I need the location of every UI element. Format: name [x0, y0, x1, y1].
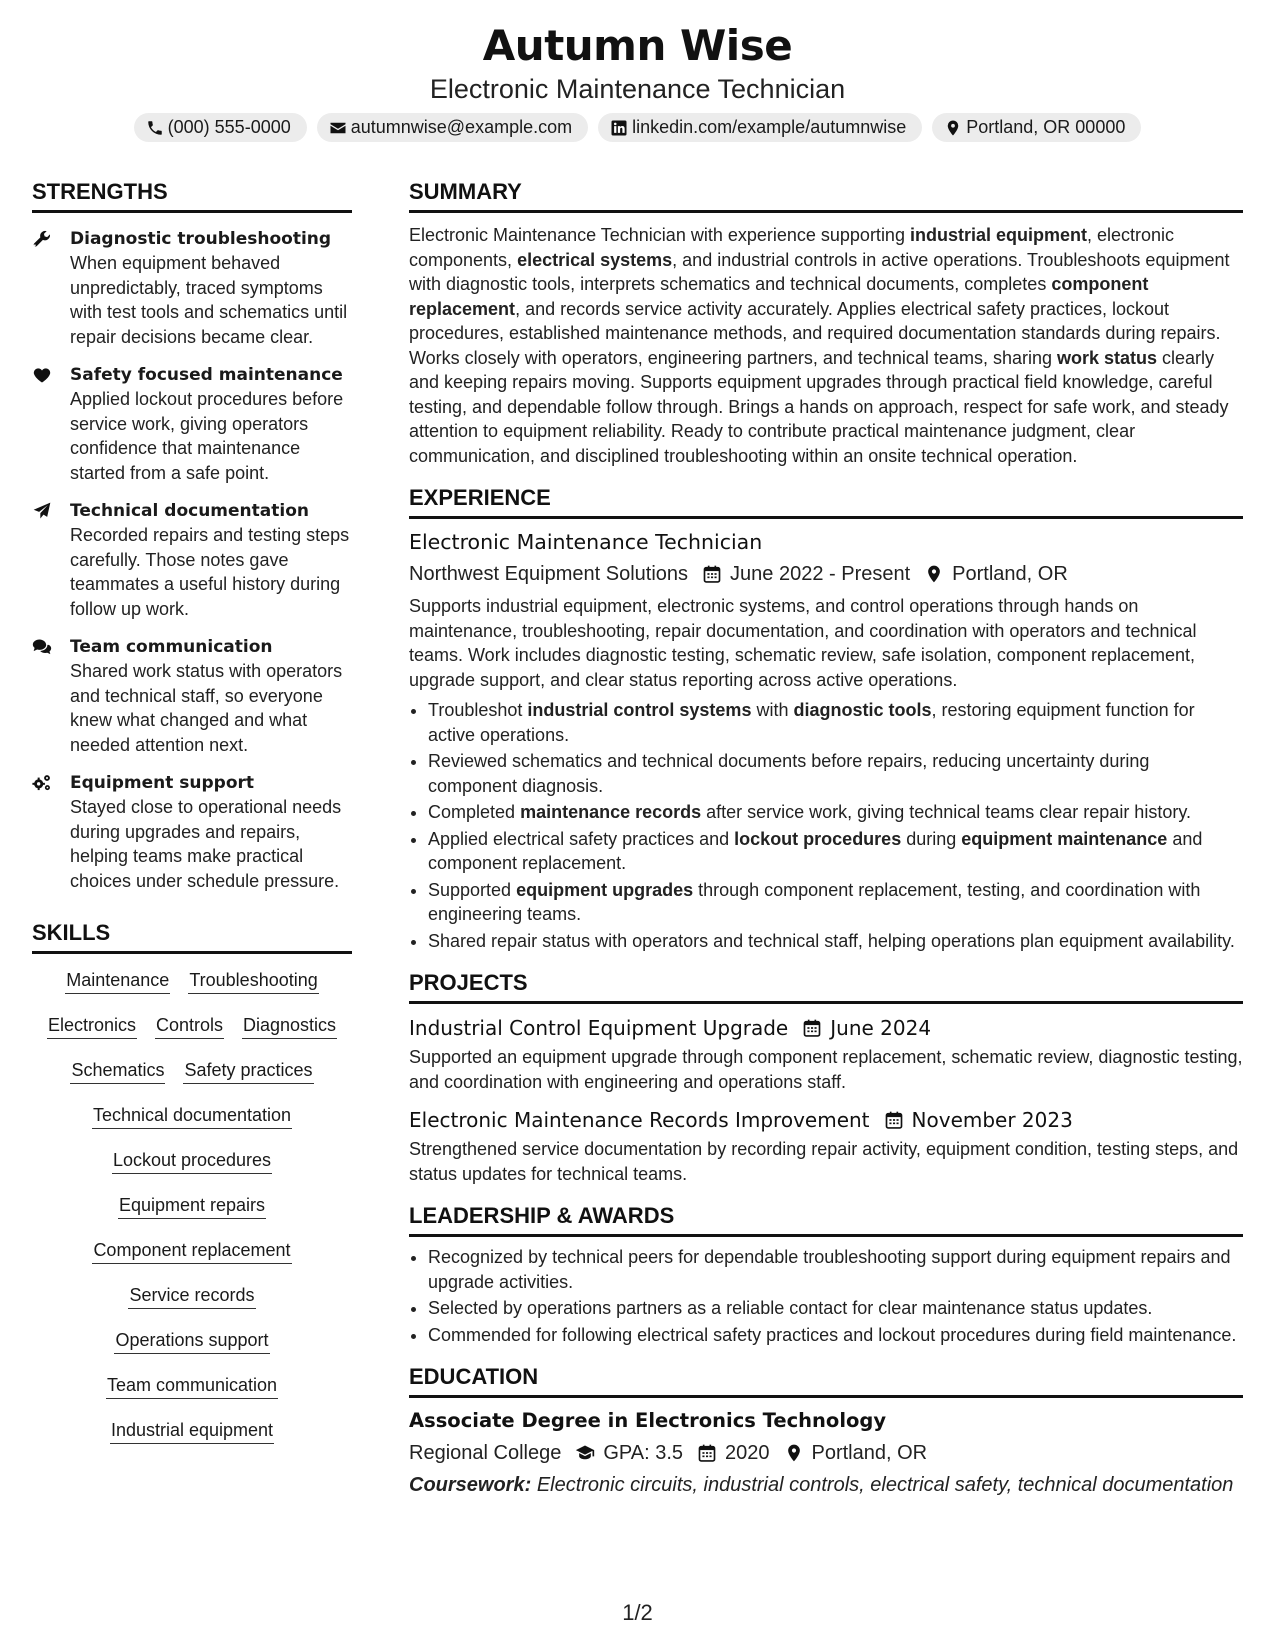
coursework-label: Coursework:: [409, 1474, 532, 1496]
map-pin-icon: [944, 119, 962, 137]
projects-heading: PROJECTS: [409, 969, 1243, 1004]
strength-description: When equipment behaved unpredictably, traced symptoms with test tools and schematics until repair decisions became clear.: [70, 253, 348, 347]
right-column: [409, 178, 1243, 1498]
calendar-icon: [697, 1443, 717, 1463]
gears-icon: [32, 773, 52, 793]
skill-tag: Team communication: [106, 1373, 278, 1399]
experience-bullet: • Applied electrical safety practices and lockout procedures during equipment maintenance and component replacement.: [428, 827, 1243, 876]
calendar-icon: [702, 564, 722, 584]
skills-heading: SKILLS: [32, 919, 352, 954]
leadership-bullets: [409, 1245, 1243, 1347]
bold-keyword: lockout procedures: [734, 828, 902, 849]
strength-item: [32, 363, 352, 485]
strength-title: Technical documentation: [70, 501, 309, 521]
experience-bullet: • Supported equipment upgrades through component replacement, testing, and coordination with engineering teams.: [428, 878, 1243, 927]
strength-description: Stayed close to operational needs during upgrades and repairs, helping teams make practical choices under schedule pressure.: [70, 797, 342, 891]
contact-location: [932, 113, 1141, 142]
coursework: [409, 1473, 1243, 1498]
heart-icon: [32, 365, 52, 385]
bold-keyword: industrial control systems: [527, 700, 752, 720]
leadership-heading: LEADERSHIP & AWARDS: [409, 1202, 1243, 1237]
skill-tag: Technical documentation: [92, 1103, 292, 1129]
phone-icon: [146, 119, 164, 137]
coursework-text: Electronic circuits, industrial controls, electrical safety, technical documentation: [536, 1474, 1234, 1496]
job-meta: [409, 560, 1243, 588]
graduation-cap-icon: [575, 1443, 595, 1463]
candidate-headline: Electronic Maintenance Technician: [429, 74, 846, 104]
contact-location-text: Portland, OR 00000: [966, 117, 1126, 137]
strengths-heading: STRENGTHS: [32, 178, 352, 213]
calendar-icon: [884, 1110, 904, 1130]
page-number: 1/2: [622, 1600, 653, 1625]
strength-title: Diagnostic troubleshooting: [70, 229, 332, 249]
strength-title: Team communication: [70, 637, 273, 657]
project-header: [409, 1014, 1243, 1042]
project-description: Strengthened service documentation by recording repair activity, equipment condition, testing steps, and status updates for technical teams.: [409, 1139, 1239, 1184]
project-name: Industrial Control Equipment Upgrade: [409, 1016, 789, 1040]
experience-bullets: [409, 698, 1243, 953]
experience-bullet: • Troubleshot industrial control systems with diagnostic tools, restoring equipment function for active operations.: [428, 698, 1243, 747]
project-date: June 2024: [830, 1016, 932, 1040]
project-name: Electronic Maintenance Records Improvement: [409, 1108, 870, 1132]
contact-linkedin[interactable]: [598, 113, 922, 142]
strength-title: Safety focused maintenance: [70, 365, 343, 385]
strength-title: Equipment support: [70, 773, 255, 793]
skills-list: [32, 968, 352, 1463]
bold-keyword: work status: [1057, 347, 1158, 368]
education-heading: EDUCATION: [409, 1363, 1243, 1398]
leadership-bullet: • Selected by operations partners as a reliable contact for clear maintenance status updates.: [428, 1296, 1243, 1321]
skill-tag: Diagnostics: [242, 1013, 337, 1039]
map-pin-icon: [784, 1443, 804, 1463]
job-description: Supports industrial equipment, electronic systems, and control operations through hands on maintenance, troubleshooting, repair documentation, and coordination with operators and technical teams. Work includes diagnostic testing, schematic review, safe isolation, component replacement, upgrade support, and clear status reporting across active operations.: [409, 596, 1197, 690]
experience-heading: EXPERIENCE: [409, 484, 1243, 519]
skill-tag: Operations support: [114, 1328, 269, 1354]
strength-description: Applied lockout procedures before service work, giving operators confidence that maintenance started from a safe point.: [70, 389, 344, 483]
bold-keyword: component replacement: [409, 274, 1149, 319]
contact-linkedin-text: linkedin.com/example/autumnwise: [632, 117, 907, 137]
skill-tag: Maintenance: [65, 968, 170, 994]
skill-tag: Component replacement: [92, 1238, 291, 1264]
education-location: Portland, OR: [811, 1442, 928, 1464]
paper-plane-icon: [32, 501, 52, 521]
job-location: Portland, OR: [952, 563, 1068, 585]
strength-item: [32, 771, 352, 893]
map-pin-icon: [924, 564, 944, 584]
candidate-name: Autumn Wise: [482, 21, 793, 70]
strength-description: Recorded repairs and testing steps carefully. Those notes gave teammates a useful history during follow up work.: [70, 525, 350, 619]
strength-description: Shared work status with operators and technical staff, so everyone knew what changed and what needed attention next.: [70, 661, 343, 755]
degree-title: Associate Degree in Electronics Technology: [409, 1409, 887, 1432]
bold-keyword: industrial equipment: [909, 225, 1087, 245]
leadership-bullet: • Recognized by technical peers for dependable troubleshooting support during equipment repairs and upgrade activities.: [428, 1245, 1243, 1294]
project-description: Supported an equipment upgrade through component replacement, schematic review, diagnostic testing, and coordination with engineering and operations staff.: [409, 1047, 1243, 1092]
skill-tag: Service records: [128, 1283, 255, 1309]
job-title: Electronic Maintenance Technician: [409, 530, 763, 554]
summary-text: Electronic Maintenance Technician with experience supporting industrial equipment, electronic components, electrical systems, and industrial controls in active operations. Troubleshoots equipment with diagnostic tools, interprets schematics and technical documents, completes component replacement, and records service activity accurately. Applies electrical safety practices, lockout procedures, established maintenance methods, and required documentation standards during repairs. Works closely with operators, engineering partners, and technical teams, sharing work status clearly and keeping repairs moving. Supports equipment upgrades through practical field knowledge, careful testing, and dependable follow through. Brings a hands on approach, respect for safe work, and steady attention to equipment reliability. Ready to contribute practical maintenance judgment, clear communication, and disciplined troubleshooting within an onsite technical operation.: [409, 225, 1230, 466]
contact-bar: [0, 113, 1275, 142]
left-column: [32, 178, 352, 1463]
summary-heading: SUMMARY: [409, 178, 1243, 213]
graduation-year: 2020: [725, 1442, 770, 1464]
leadership-bullet: • Commended for following electrical safety practices and lockout procedures during field maintenance.: [428, 1323, 1243, 1348]
bold-keyword: diagnostic tools: [793, 700, 932, 720]
contact-phone-text: (000) 555-0000: [167, 117, 291, 137]
project-header: [409, 1106, 1243, 1134]
envelope-icon: [329, 119, 347, 137]
wrench-icon: [32, 229, 52, 249]
comments-icon: [32, 637, 52, 657]
experience-bullet: • Completed maintenance records after service work, giving technical teams clear repair history.: [428, 800, 1243, 825]
contact-phone[interactable]: [134, 113, 307, 142]
skill-tag: Safety practices: [183, 1058, 313, 1084]
strength-item: [32, 635, 352, 757]
bold-keyword: equipment maintenance: [961, 828, 1168, 849]
project-date: November 2023: [911, 1108, 1073, 1132]
linkedin-icon: [610, 119, 628, 137]
education-meta: [409, 1439, 1243, 1467]
contact-email[interactable]: [317, 113, 588, 142]
bold-keyword: maintenance records: [520, 802, 702, 822]
skill-tag: Industrial equipment: [110, 1418, 274, 1444]
gpa: GPA: 3.5: [603, 1442, 683, 1464]
skill-tag: Controls: [155, 1013, 224, 1039]
job-dates: June 2022 - Present: [730, 563, 911, 585]
skill-tag: Troubleshooting: [188, 968, 318, 994]
strength-item: [32, 227, 352, 349]
bold-keyword: electrical systems: [517, 249, 673, 270]
strength-item: [32, 499, 352, 621]
skill-tag: Schematics: [70, 1058, 165, 1084]
calendar-icon: [802, 1018, 822, 1038]
company-name: Northwest Equipment Solutions: [409, 563, 689, 585]
experience-bullet: • Reviewed schematics and technical documents before repairs, reducing uncertainty during component diagnosis.: [428, 749, 1243, 798]
experience-bullet: • Shared repair status with operators and technical staff, helping operations plan equipment availability.: [428, 929, 1243, 954]
contact-email-text: autumnwise@example.com: [350, 117, 573, 137]
skill-tag: Electronics: [47, 1013, 137, 1039]
skill-tag: Equipment repairs: [118, 1193, 266, 1219]
bold-keyword: equipment upgrades: [516, 879, 694, 900]
skill-tag: Lockout procedures: [112, 1148, 272, 1174]
school-name: Regional College: [409, 1442, 562, 1464]
